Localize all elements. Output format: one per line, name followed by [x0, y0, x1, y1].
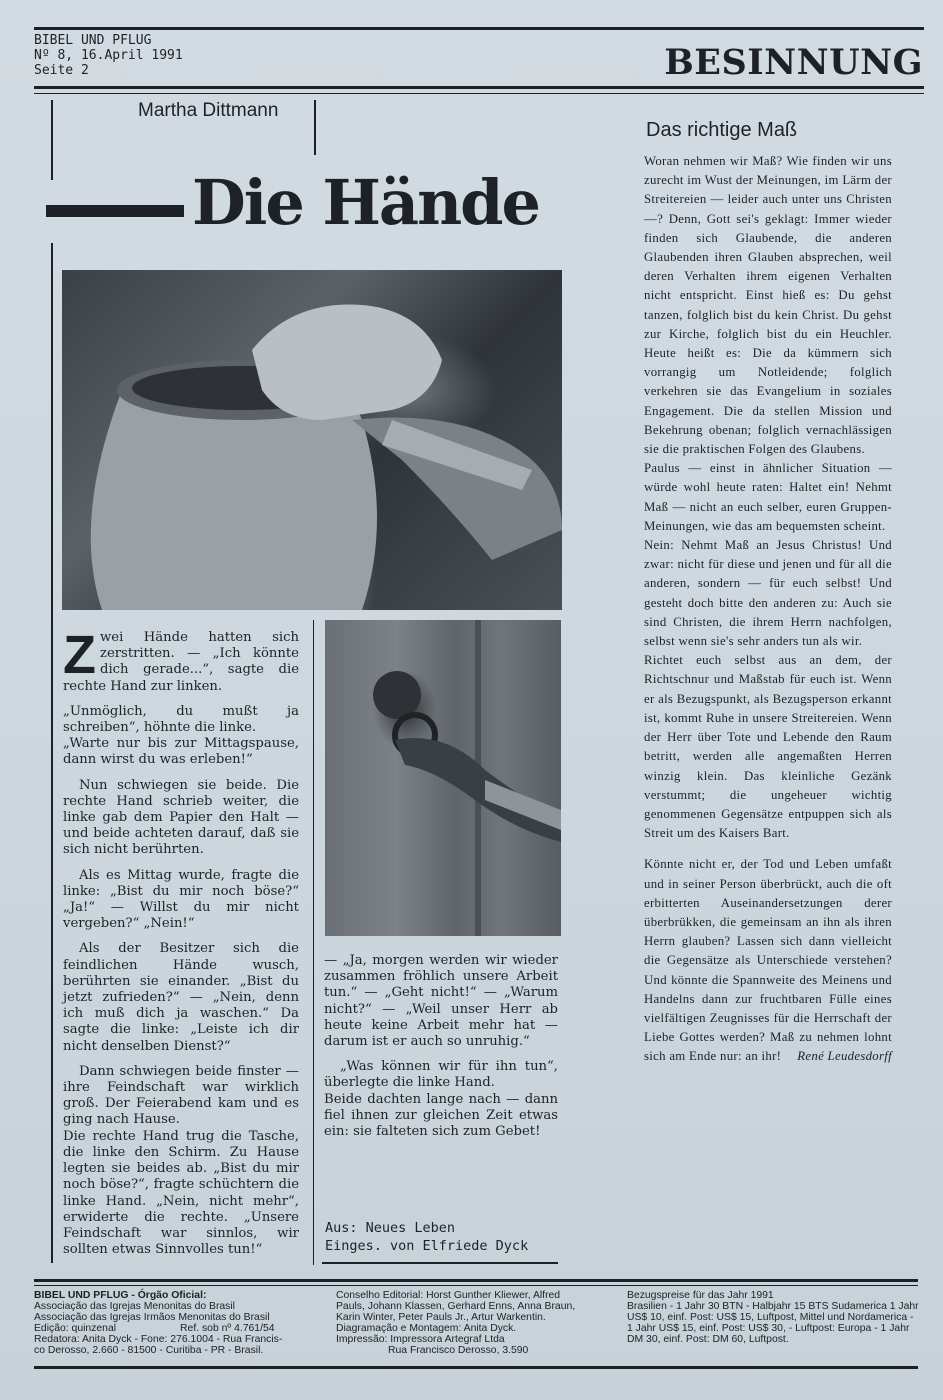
photo-potter-hands	[62, 270, 562, 610]
footer-line: Impressão: Impressora Artegraf Ltda	[336, 1334, 505, 1345]
story-column-2	[324, 953, 558, 1149]
footer-line: Associação das Igrejas Irmãos Menonitas do Brasil	[34, 1312, 270, 1323]
author-left-rule	[51, 100, 53, 180]
story-paragraph: „Was können wir für ihn tun“, überlegte die linke Hand.	[324, 1059, 558, 1091]
footer-line: Pauls, Johann Klassen, Gerhard Enns, Anna Braun,	[336, 1301, 576, 1312]
story-paragraph: Dann schwiegen beide finster — ihre Feindschaft war wirklich groß. Der Feierabend kam und es ging nach Hause.	[63, 1063, 299, 1128]
story-paragraph: Als der Besitzer sich die feindlichen Hände wusch, berührten sie einander. „Bist du jetzt zufrieden?“ — „Nein, denn ich muß dich ja waschen.“ Da sagte die linke: „Leiste ich dir nicht denselben Dienst?“	[63, 941, 299, 1054]
footer-line: Redatora: Anita Dyck - Fone: 276.1004 - Rua Francis-	[34, 1334, 283, 1345]
source-underline	[322, 1262, 558, 1264]
story-paragraph: wei Hände hatten sich zerstritten. — „Ich könnte dich gerade...“, sagte die rechte Hand zur linken.	[63, 630, 299, 694]
masthead-bottom-rule-thin	[34, 93, 924, 94]
story-left-rule	[51, 243, 53, 1263]
story-paragraph: — „Ja, morgen werden wir wieder zusammen fröhlich unsere Arbeit tun.“ — „Geht nicht!“ — „Warum nicht?“ — „Weil unser Herr ab heute keine Arbeit mehr hat — darum ist er auch so unruhig.“	[324, 953, 558, 1050]
source-line: Einges. von Elfriede Dyck	[325, 1238, 529, 1254]
sidebar-paragraph: Woran nehmen wir Maß? Wie finden wir uns zurecht im Wust der Meinungen, im Lärm der Streitereien — leider auch unter uns Christen —? Denn, Gott sei's geklagt: Immer wieder finden sich Glaubende, die anderen Glaubenden ihren Glauben absprechen, weil deren Verhalten ihrem eigenen Verhalten nicht entspricht. Einst hieß es: Du gehst tanzen, folglich bist du kein Christ. Du gehst zur Kirche, folglich bist du ein Heuchler. Heute heißt es: Die da kümmern sich vorrangig um Notleidende; folglich verkehren sie das Evangelium in soziales Engagement. Die da stellen Mission und Bekehrung obenan; folglich vernachlässigen sie die praktischen Folgen des Glaubens.	[644, 154, 892, 457]
footer-line: Rua Francisco Derosso, 3.590	[388, 1345, 529, 1356]
footer-top-rule-thin	[34, 1285, 918, 1286]
story-source	[325, 1219, 565, 1255]
section-title: BESINNUNG	[664, 42, 923, 83]
masthead-bottom-rule	[34, 86, 924, 89]
footer-prices-text: Brasilien - 1 Jahr 30 BTN - Halbjahr 15 BTS Sudamerica 1 Jahr US$ 10, einf. Post: US$ 15, Luftpost, Mittel und Nordamerica - 1 Jahr US$ 15, einf. Post: US$ 30, - Luftpost: Europa - 1 Jahr DM 30, einf. Post: DM 60, Luftpost.	[627, 1301, 919, 1345]
sidebar-signature: René Leudesdorff	[797, 1049, 892, 1064]
story-paragraph: Nun schwiegen sie beide. Die rechte Hand schrieb weiter, die linke gab dem Papier den Halt — und beide achteten darauf, daß sie sich nicht berührten.	[63, 777, 299, 858]
photo-potter-hands-drawing	[62, 270, 562, 610]
dropcap: Z	[63, 625, 96, 685]
footer-line: Ref. sob nº 4.761/54	[180, 1323, 275, 1334]
footer-line: Associação das Igrejas Menonitas do Brasil	[34, 1301, 235, 1312]
story-paragraph: Als es Mittag wurde, fragte die linke: „Bist du mir noch böse?“ „Ja!“ — Willst du mir nicht vergeben?“ „Nein!“	[63, 867, 299, 932]
footer-prices	[627, 1290, 919, 1345]
sidebar-paragraph: Nein: Nehmt Maß an Jesus Christus! Und zwar: nicht für diese und jenen und für all die anderen, sondern — für euch selbst! Und gesteht doch bitte den anderen zu: Auch sie sind Christen, die ihrem Herrn nachfolgen, selbst wenn sie's sehr anders tun als wir.	[644, 538, 892, 649]
footer-line: Edição: quinzenal	[34, 1323, 117, 1334]
footer-top-rule	[34, 1279, 918, 1282]
story-column-1	[63, 625, 299, 1267]
story-paragraph: „Unmöglich, du mußt ja schreiben“, höhnte die linke.	[63, 703, 299, 736]
author-name: Martha Dittmann	[138, 100, 279, 121]
story-paragraph: Die rechte Hand trug die Tasche, die linke den Schirm. Zu Hause legten sie beides ab. „Bist du mir noch böse?“, fragte schüchtern die linke Hand. „Nein, nicht mehr“, erwiderte die rechte. „Unsere Feindschaft war sinnlos, wir sollten etwas Sinnvolles tun!“	[63, 1128, 299, 1258]
source-line: Aus: Neues Leben	[325, 1220, 456, 1236]
publication-name: BIBEL UND PFLUG	[34, 33, 152, 48]
footer-editorial	[336, 1290, 616, 1356]
story-column-divider	[313, 620, 314, 1265]
footer-line: BIBEL UND PFLUG - Órgão Oficial:	[34, 1290, 207, 1301]
story-paragraph: „Warte nur bis zur Mittagspause, dann wirst du was erleben!“	[63, 736, 299, 768]
sidebar-paragraph: Könnte nicht er, der Tod und Leben umfaßt und in seiner Person überbrückt, auch die oft erbitterten Auseinandersetzungen derer überbrükken, die gemeinsam an ihn als ihren Herrn glauben? Lassen sich dann vielleicht die Gegensätze als Unterschiede verstehen? Und könnte die Spannweite des Meinens und Handelns dann zur fruchtbaren Fülle eines vielfältigen Zeugnisses für die Herrschaft der Liebe Gottes werden? Maß zu nehmen lohnt sich am Ende nur: an ihr!	[644, 857, 892, 1064]
footer-line: co Derosso, 2.660 - 81500 - Curitiba - PR - Brasil.	[34, 1345, 264, 1356]
story-paragraph: Beide dachten lange nach — dann fiel ihnen zur gleichen Zeit etwas ein: sie falteten sich zum Gebet!	[324, 1091, 558, 1140]
masthead-top-rule	[34, 27, 924, 30]
headline-bar	[46, 205, 184, 217]
page-number: Seite 2	[34, 63, 89, 78]
photo-door-knocker-drawing	[325, 620, 561, 936]
footer-line: Diagramação e Montagem: Anita Dyck.	[336, 1323, 517, 1334]
sidebar-paragraph: Paulus — einst in ähnlicher Situation — würde wohl heute raten: Haltet ein! Nehmt Maß — nicht an euch selber, euren Gruppen-Meinungen, wie das am bequemsten scheint.	[644, 461, 892, 533]
author-right-rule	[314, 100, 316, 155]
photo-door-knocker	[325, 620, 561, 936]
headline: Die Hände	[192, 166, 539, 239]
footer-bottom-rule	[34, 1366, 918, 1369]
sidebar-body	[644, 152, 892, 1067]
sidebar-paragraph: Richtet euch selbst aus an dem, der Richtschnur und Maßstab für euch ist. Wenn er als Bezugspunkt, als Bezugsperson erkannt ist, kommt Ruhe in unsere Streitereien. Wenn der Herr über Tote und Lebende den Raum betritt, werden alle angemaßten Herren winzig klein. Das kleinliche Gezänk verstummt; die ungeheuer wichtig genommenen Gegensätze entpuppen sich als Streit um des Kaisers Bart.	[644, 653, 892, 841]
footer-line: Karin Winter, Peter Pauls Jr., Artur Warkentin.	[336, 1312, 546, 1323]
footer-line: Conselho Editorial: Horst Gunther Kliewer, Alfred	[336, 1290, 561, 1301]
issue-date: Nº 8, 16.April 1991	[34, 48, 183, 63]
footer-publisher	[34, 1290, 324, 1356]
footer-prices-title: Bezugspreise für das Jahr 1991	[627, 1290, 774, 1301]
masthead-meta	[34, 33, 334, 78]
sidebar-title: Das richtige Maß	[646, 119, 798, 141]
